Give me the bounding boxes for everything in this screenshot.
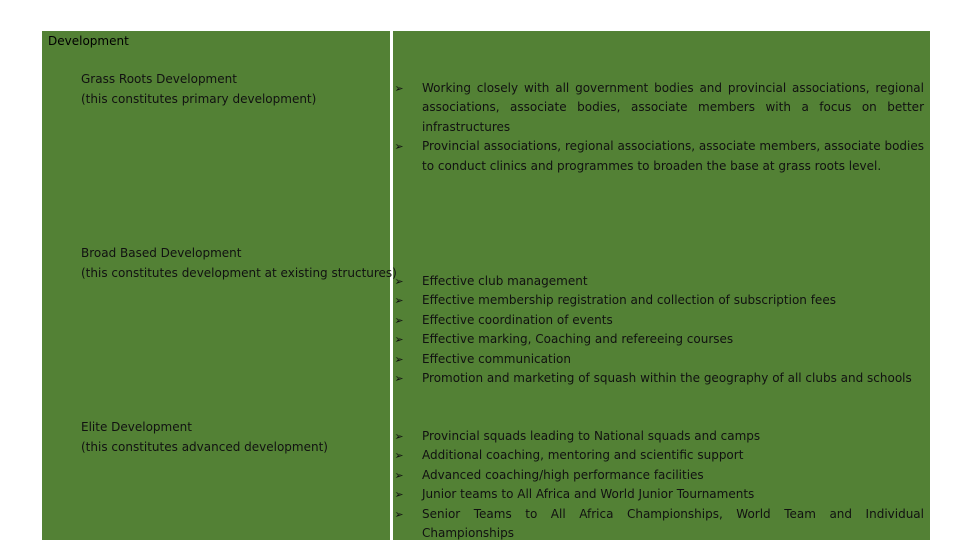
row-subtitle: (this constitutes development at existing structures) bbox=[81, 266, 397, 280]
arrow-bullet-icon: ➢ bbox=[394, 430, 404, 443]
bullet-item: ➢ Effective membership registration and collection of subscription fees bbox=[393, 291, 924, 310]
arrow-bullet-icon: ➢ bbox=[394, 294, 404, 308]
bullet-item: ➢ Effective coordination of events bbox=[393, 311, 924, 330]
arrow-bullet-icon: ➢ bbox=[394, 372, 404, 386]
arrow-bullet-icon: ➢ bbox=[394, 333, 404, 347]
row-label-broad-based bbox=[81, 243, 397, 283]
arrow-bullet-icon: ➢ bbox=[394, 449, 404, 463]
arrow-bullet-icon: ➢ bbox=[394, 82, 404, 95]
row-title: Broad Based Development bbox=[81, 246, 242, 260]
arrow-bullet-icon: ➢ bbox=[394, 313, 404, 327]
row-title: Grass Roots Development bbox=[81, 72, 237, 86]
row-bullets-elite bbox=[393, 427, 924, 543]
bullet-item: ➢ Senior Teams to All Africa Championships, World Team and Individual Championships bbox=[394, 506, 924, 541]
bullet-item: ➢ Provincial associations, regional associations, associate members, associate bodies to conduct clinics and programmes to broaden the base at grass roots level. bbox=[394, 139, 924, 173]
row-label-elite bbox=[81, 417, 328, 457]
bullet-item: ➢ Advanced coaching/high performance facilities bbox=[393, 466, 924, 485]
bullet-item: ➢ Junior teams to All Africa and World Junior Tournaments bbox=[393, 485, 924, 504]
arrow-bullet-icon: ➢ bbox=[394, 488, 404, 502]
row-subtitle: (this constitutes advanced development) bbox=[81, 440, 328, 454]
bullet-item: ➢ Provincial squads leading to National squads and camps bbox=[393, 427, 924, 446]
bullet-item: ➢ Effective marking, Coaching and refereeing courses bbox=[393, 330, 924, 349]
arrow-bullet-icon: ➢ bbox=[394, 140, 404, 154]
row-subtitle: (this constitutes primary development) bbox=[81, 92, 317, 106]
row-title: Elite Development bbox=[81, 420, 192, 434]
row-bullets-grass-roots bbox=[393, 79, 924, 176]
arrow-bullet-icon: ➢ bbox=[394, 468, 404, 482]
arrow-bullet-icon: ➢ bbox=[394, 507, 404, 521]
section-heading: Development bbox=[48, 34, 129, 48]
bullet-item: ➢ Promotion and marketing of squash within the geography of all clubs and schools bbox=[393, 369, 924, 388]
bullet-item: ➢ Working closely with all government bodies and provincial associations, regional associations, associate bodies, associate members with a focus on better infrastructures bbox=[394, 81, 924, 134]
bullet-item: ➢ Effective communication bbox=[393, 350, 924, 369]
arrow-bullet-icon: ➢ bbox=[394, 275, 404, 288]
bullet-item: ➢ Effective club management bbox=[393, 272, 924, 291]
row-bullets-broad-based bbox=[393, 272, 924, 388]
row-label-grass-roots bbox=[81, 69, 316, 109]
development-table bbox=[42, 31, 930, 540]
arrow-bullet-icon: ➢ bbox=[394, 352, 404, 366]
bullet-item: ➢ Additional coaching, mentoring and scientific support bbox=[393, 446, 924, 465]
